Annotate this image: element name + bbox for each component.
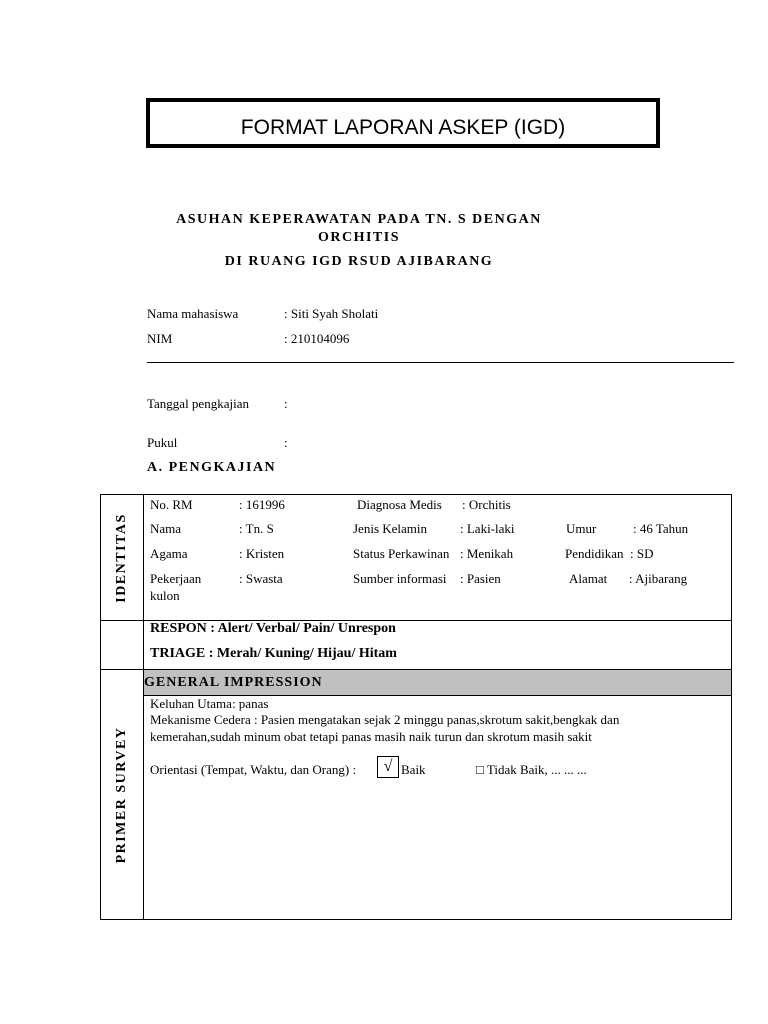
subtitle-line-1: ASUHAN KEPERAWATAN PADA TN. S DENGAN: [176, 212, 542, 227]
title-box: [146, 98, 660, 148]
time-value: :: [284, 435, 288, 450]
checkbox-baik[interactable]: [377, 756, 399, 778]
primer-survey-content: [144, 696, 732, 920]
student-name-value: : Siti Syah Sholati: [284, 306, 379, 321]
student-name-label: Nama mahasiswa: [147, 306, 239, 321]
pendidikan-value: : SD: [630, 546, 654, 561]
alamat-value: : Ajibarang: [629, 571, 688, 586]
check-mark-icon: √: [377, 756, 399, 778]
no-rm-label: No. RM: [150, 497, 193, 512]
tidak-baik-option[interactable]: □ Tidak Baik, ... ... ...: [476, 762, 587, 777]
subtitle-line-3: DI RUANG IGD RSUD AJIBARANG: [224, 254, 494, 269]
pendidikan-label: Pendidikan: [565, 546, 624, 561]
nama-label: Nama: [150, 521, 182, 536]
umur-value: : 46 Tahun: [633, 521, 689, 536]
sumber-informasi-label: Sumber informasi: [353, 571, 447, 586]
document-title: FORMAT LAPORAN ASKEP (IGD): [240, 116, 566, 139]
nama-value: : Tn. S: [239, 521, 274, 536]
agama-label: Agama: [150, 546, 188, 561]
diagnosa-label: Diagnosa Medis: [357, 497, 442, 512]
identitas-row: [101, 495, 732, 621]
general-impression-row: [101, 670, 732, 696]
baik-label: Baik: [401, 762, 426, 777]
no-rm-value: : 161996: [239, 497, 285, 512]
primer-survey-side-cell: [101, 670, 144, 920]
alamat-label: Alamat: [569, 571, 608, 586]
assessment-table: [100, 494, 732, 920]
orientasi-label: Orientasi (Tempat, Waktu, dan Orang) :: [150, 762, 357, 777]
alamat-continuation: kulon: [150, 588, 180, 603]
respon-triage-row: [101, 621, 732, 670]
respon-side-cell: [101, 621, 144, 670]
diagnosa-value: : Orchitis: [462, 497, 511, 512]
identitas-content: [144, 495, 732, 621]
identitas-side-cell: [101, 495, 144, 621]
nim-value: : 210104096: [284, 331, 350, 346]
keluhan-utama: Keluhan Utama: panas: [150, 696, 269, 711]
nim-label: NIM: [147, 331, 173, 346]
date-label: Tanggal pengkajian: [147, 396, 249, 411]
sumber-informasi-value: : Pasien: [460, 571, 501, 586]
pekerjaan-label: Pekerjaan: [150, 571, 202, 586]
umur-label: Umur: [566, 521, 597, 536]
pekerjaan-value: : Swasta: [239, 571, 283, 586]
respon-triage-content: [144, 621, 732, 670]
primer-survey-side-label: PRIMER SURVEY: [114, 726, 129, 863]
date-value: :: [284, 396, 288, 411]
jenis-kelamin-label: Jenis Kelamin: [353, 521, 428, 536]
respon-line: RESPON : Alert/ Verbal/ Pain/ Unrespon: [150, 621, 396, 636]
triage-line: TRIAGE : Merah/ Kuning/ Hijau/ Hitam: [150, 646, 397, 661]
agama-value: : Kristen: [239, 546, 285, 561]
jenis-kelamin-value: : Laki-laki: [460, 521, 515, 536]
mekanisme-cedera-line-1: Mekanisme Cedera : Pasien mengatakan sejak 2 minggu panas,skrotum sakit,bengkak dan: [150, 712, 620, 727]
general-impression-heading: GENERAL IMPRESSION: [144, 670, 732, 696]
section-a-heading: A. PENGKAJIAN: [147, 460, 277, 475]
mekanisme-cedera-line-2: kemerahan,sudah minum obat tetapi panas masih naik turun dan skrotum masih sakit: [150, 729, 592, 744]
time-label: Pukul: [147, 435, 178, 450]
identitas-side-label: IDENTITAS: [114, 512, 129, 603]
divider-line: [147, 362, 734, 363]
status-perkawinan-value: : Menikah: [460, 546, 514, 561]
primer-survey-content-row: [101, 696, 732, 920]
status-perkawinan-label: Status Perkawinan: [353, 546, 450, 561]
subtitle-line-2: ORCHITIS: [317, 230, 401, 245]
